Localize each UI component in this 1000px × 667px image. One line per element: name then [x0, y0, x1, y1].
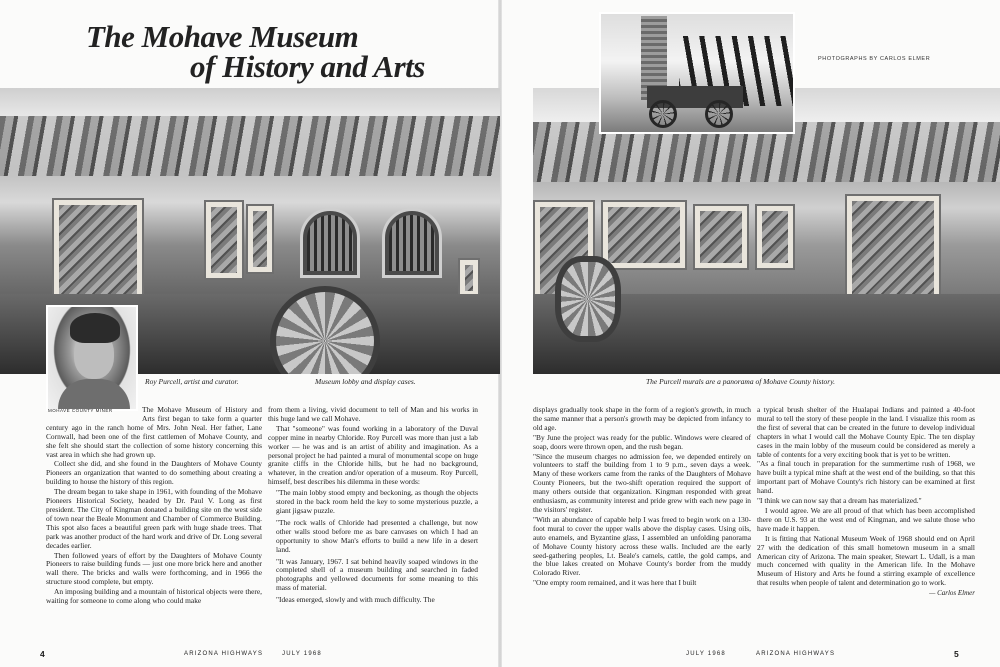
paragraph: That "someone" was found working in a laboratory of the Duval copper mine in nearby Chloride. Roy Purcell was more than just a lab worker — he was and is an artist of ability and imagination. As a personal project he had painted a mural of monumental scope on huge granite cliffs in the Chloride hills, but he had no background, whatever, in the creation and/or operation of a museum. Roy Purcell, himself, best describes his dilemma in these words: [268, 423, 478, 487]
wooden-wheel-exhibit [555, 256, 621, 342]
paragraph: An imposing building and a mountain of historical objects were there, waiting for someone to come along who could make [46, 587, 262, 606]
display-case [52, 198, 144, 308]
portrait-credit: MOHAVE COUNTY MINER [48, 408, 113, 413]
paragraph: It is fitting that National Museum Week of 1968 should end on April 27 with the dedication of this small hometown museum in a small American city of Arizona. The main speaker, Stewart L. Udall, is a man much concerned with quality in the American life. In the Mohave Museum of History and Arts he found a stirring example of excellence that results when people of talent and determination go to work. [757, 533, 975, 588]
quote-paragraph: "One empty room remained, and it was here that I built [533, 578, 697, 588]
display-case [693, 204, 749, 270]
quote-paragraph: "Since the museum charges no admission fee, we depended entirely on volunteers to staff the building from 1 to 9 p.m., seven days a week. Many of these workers came from the ranks of the Daughters of Mohave County Pioneers, but the two-shift operation required the support of many others outside that organization. Kingman responded with great enthusiasm, as community interest and pride grew with each new page in the visitors' register. [533, 451, 751, 514]
paragraph: I would agree. We are all proud of that which has been accomplished there on U.S. 93 at the west end of Kingman, and we salute those who have made it happen. [757, 505, 975, 533]
quote-paragraph: "It was January, 1967. I sat behind heavily soaped windows in the completed shell of a museum building and searched in faded photographs and yellowed documents for some meaning to this mass of material. [276, 556, 478, 593]
quote-paragraph: "I think we can now say that a dream has materialized." [757, 496, 922, 506]
display-case [458, 258, 480, 298]
left-page-number: 4 [40, 649, 45, 659]
author-signature: — Carlos Elmer [929, 589, 975, 598]
title-line-2: of History and Arts [190, 49, 425, 84]
wagon-wheel [649, 100, 677, 128]
paragraph: The dream began to take shape in 1961, with founding of the Mohave Pioneers Historical Society, headed by Dr. Paul V. Long as first president. The City of Kingman donated a building site on the west side of town near the Beale Monument and Chamber of Commerce Building. This spot also faces a beautiful green park with huge shade trees. That park was another product of the hard work and drive of Dr. Long several decades earlier. [46, 487, 262, 550]
quote-paragraph: "Ideas emerged, slowly and with much difficulty. The [276, 595, 435, 605]
text-column-3 [533, 406, 751, 638]
lobby-mural-band [0, 116, 500, 176]
paragraph: The Mohave Museum of History and Arts first began to take form a quarter century ago in the ranch home of Mrs. John Neal. Her father, Lane Cornwall, had been one of the first cattlemen of Mohave County, and she felt she should start the collection of some history concerning this vast area in which she had grown up. [46, 406, 262, 459]
text-column-1 [46, 406, 262, 638]
paragraph: Then followed years of effort by the Daughters of Mohave County Pioneers to raise building funds — just one more brick here and another wall there. The bricks and walls were forthcoming, and in 1966 the structure stood complete, but empty. [46, 550, 262, 587]
text-column-2 [268, 406, 478, 638]
right-footer-date: JULY 1968 [686, 651, 726, 657]
paragraph: Collect she did, and she found in the Daughters of Mohave County Pioneers an organization that wanted to do something about creating a building to house the history of this region. [46, 459, 262, 487]
article-title [86, 19, 425, 84]
title-line-1: The Mohave Museum [86, 19, 359, 54]
lobby-doorway-left [300, 208, 360, 278]
lobby-caption: Museum lobby and display cases. [315, 377, 416, 386]
paragraph: displays gradually took shape in the form of a region's growth, in much the same manner that a person's growth may be depicted from infancy to old age. [533, 406, 751, 432]
display-case [755, 204, 795, 270]
murals-caption: The Purcell murals are a panorama of Mohave County history. [646, 377, 836, 386]
quote-paragraph: "The main lobby stood empty and beckoning, as though the objects stored in the back room held the key to some mysterious puzzle, a giant jigsaw puzzle. [276, 488, 478, 515]
photo-credit: PHOTOGRAPHS BY CARLOS ELMER [818, 56, 931, 62]
wagon-wheel [705, 100, 733, 128]
museum-exterior-photo [599, 12, 795, 134]
paragraph: from them a living, vivid document to tell of Man and his works in this huge land we call Mohave. [268, 406, 478, 423]
lobby-doorway-right [382, 208, 442, 278]
right-footer-magazine: ARIZONA HIGHWAYS [756, 651, 836, 657]
left-footer-magazine: ARIZONA HIGHWAYS [184, 651, 264, 657]
display-case [204, 200, 244, 280]
quote-paragraph: "With an abundance of capable help I was freed to begin work on a 130-foot mural to cover the upper walls above the display cases. Using oils, auto enamels, and Byzantine glass, I assembled an unfolding panorama of Mohave County history across these walls. Included are the early seed-gathering peoples, Lt. Beale's camels, cattle, the gold camps, and the blue lakes created on Mohave County's border from the muddy Colorado River. [533, 514, 751, 578]
paragraph: a typical brush shelter of the Hualapai Indians and painted a 40-foot mural to tell the story of these people in the land. I visualize this room as the first of several that can be created in the future to develop individual chapters in what I would call the Mohave County Epic. The ten display cases in the main lobby of the museum could be considered as merely a table of contents for a very exciting book that is yet to be written. [757, 406, 975, 459]
display-case [246, 204, 274, 274]
left-footer-date: JULY 1968 [282, 651, 322, 657]
quote-paragraph: "As a final touch in preparation for the summertime rush of 1968, we have built a typical mine shaft at the west end of the building, so that this important part of Mohave County's rich history can be examined at first hand. [757, 459, 975, 496]
portrait-caption: Roy Purcell, artist and curator. [145, 377, 239, 386]
display-case [601, 200, 687, 270]
right-page-number: 5 [954, 649, 959, 659]
text-column-4 [757, 406, 975, 638]
portrait-photo [46, 305, 138, 411]
quote-paragraph: "The rock walls of Chloride had presented a challenge, but now other walls stood before me as bare canvases on which I had an opportunity to show Man's efforts to build a new life in a desert land. [276, 517, 478, 554]
quote-paragraph: "By June the project was ready for the public. Windows were cleared of soap, doors were thrown open, and the rush began. [533, 432, 751, 451]
